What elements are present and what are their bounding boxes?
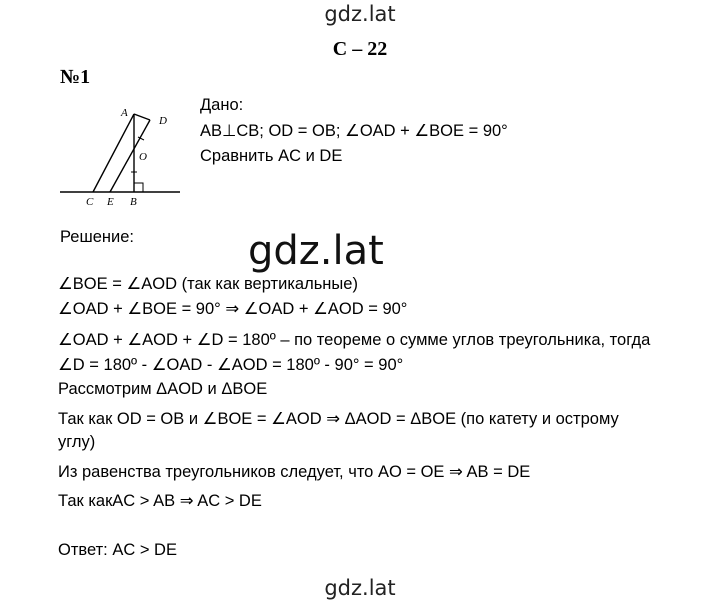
label-o: O: [139, 151, 147, 163]
right-angle-mark: [134, 183, 143, 192]
solution-line: ∠BOE = ∠AOD (так как вертикальные): [58, 275, 358, 293]
label-c: C: [86, 196, 94, 208]
solution-line: Из равенства треугольников следует, что AO = OE ⇒ AB = DE: [58, 463, 531, 481]
problem-number: №1: [60, 66, 91, 88]
answer: Ответ: AC > DE: [58, 541, 177, 559]
watermark-bottom: gdz.lat: [324, 576, 396, 600]
watermark-middle: gdz.lat: [248, 228, 384, 274]
segment-ad: [134, 114, 150, 120]
solution-line: углу): [58, 433, 96, 451]
label-a: A: [121, 107, 128, 119]
solution-title: Решение:: [60, 228, 134, 246]
segment-ac: [93, 114, 134, 192]
watermark-top: gdz.lat: [324, 2, 396, 26]
given-title: Дано:: [200, 96, 244, 114]
solution-line: ∠D = 180º - ∠OAD - ∠AOD = 180º - 90° = 90°: [58, 356, 404, 374]
solution-line: ∠OAD + ∠BOE = 90° ⇒ ∠OAD + ∠AOD = 90°: [58, 300, 408, 318]
given-task: Сравнить AC и DE: [200, 147, 343, 165]
solution-line: Рассмотрим ΔAOD и ΔBOE: [58, 380, 268, 398]
label-d: D: [159, 115, 167, 127]
given-condition: AB⊥CB; OD = OB; ∠OAD + ∠BOE = 90°: [200, 122, 508, 140]
solution-line: ∠OAD + ∠AOD + ∠D = 180º – по теореме о сумме углов треугольника, тогда: [58, 331, 651, 349]
label-e: E: [107, 196, 114, 208]
solution-line: Так какAC > AB ⇒ AC > DE: [58, 492, 262, 510]
section-title: С – 22: [332, 38, 388, 60]
geometry-figure: [58, 104, 182, 210]
solution-line: Так как OD = OB и ∠BOE = ∠AOD ⇒ ΔAOD = ΔBOE (по катету и острому: [58, 410, 619, 428]
label-b: B: [130, 196, 137, 208]
